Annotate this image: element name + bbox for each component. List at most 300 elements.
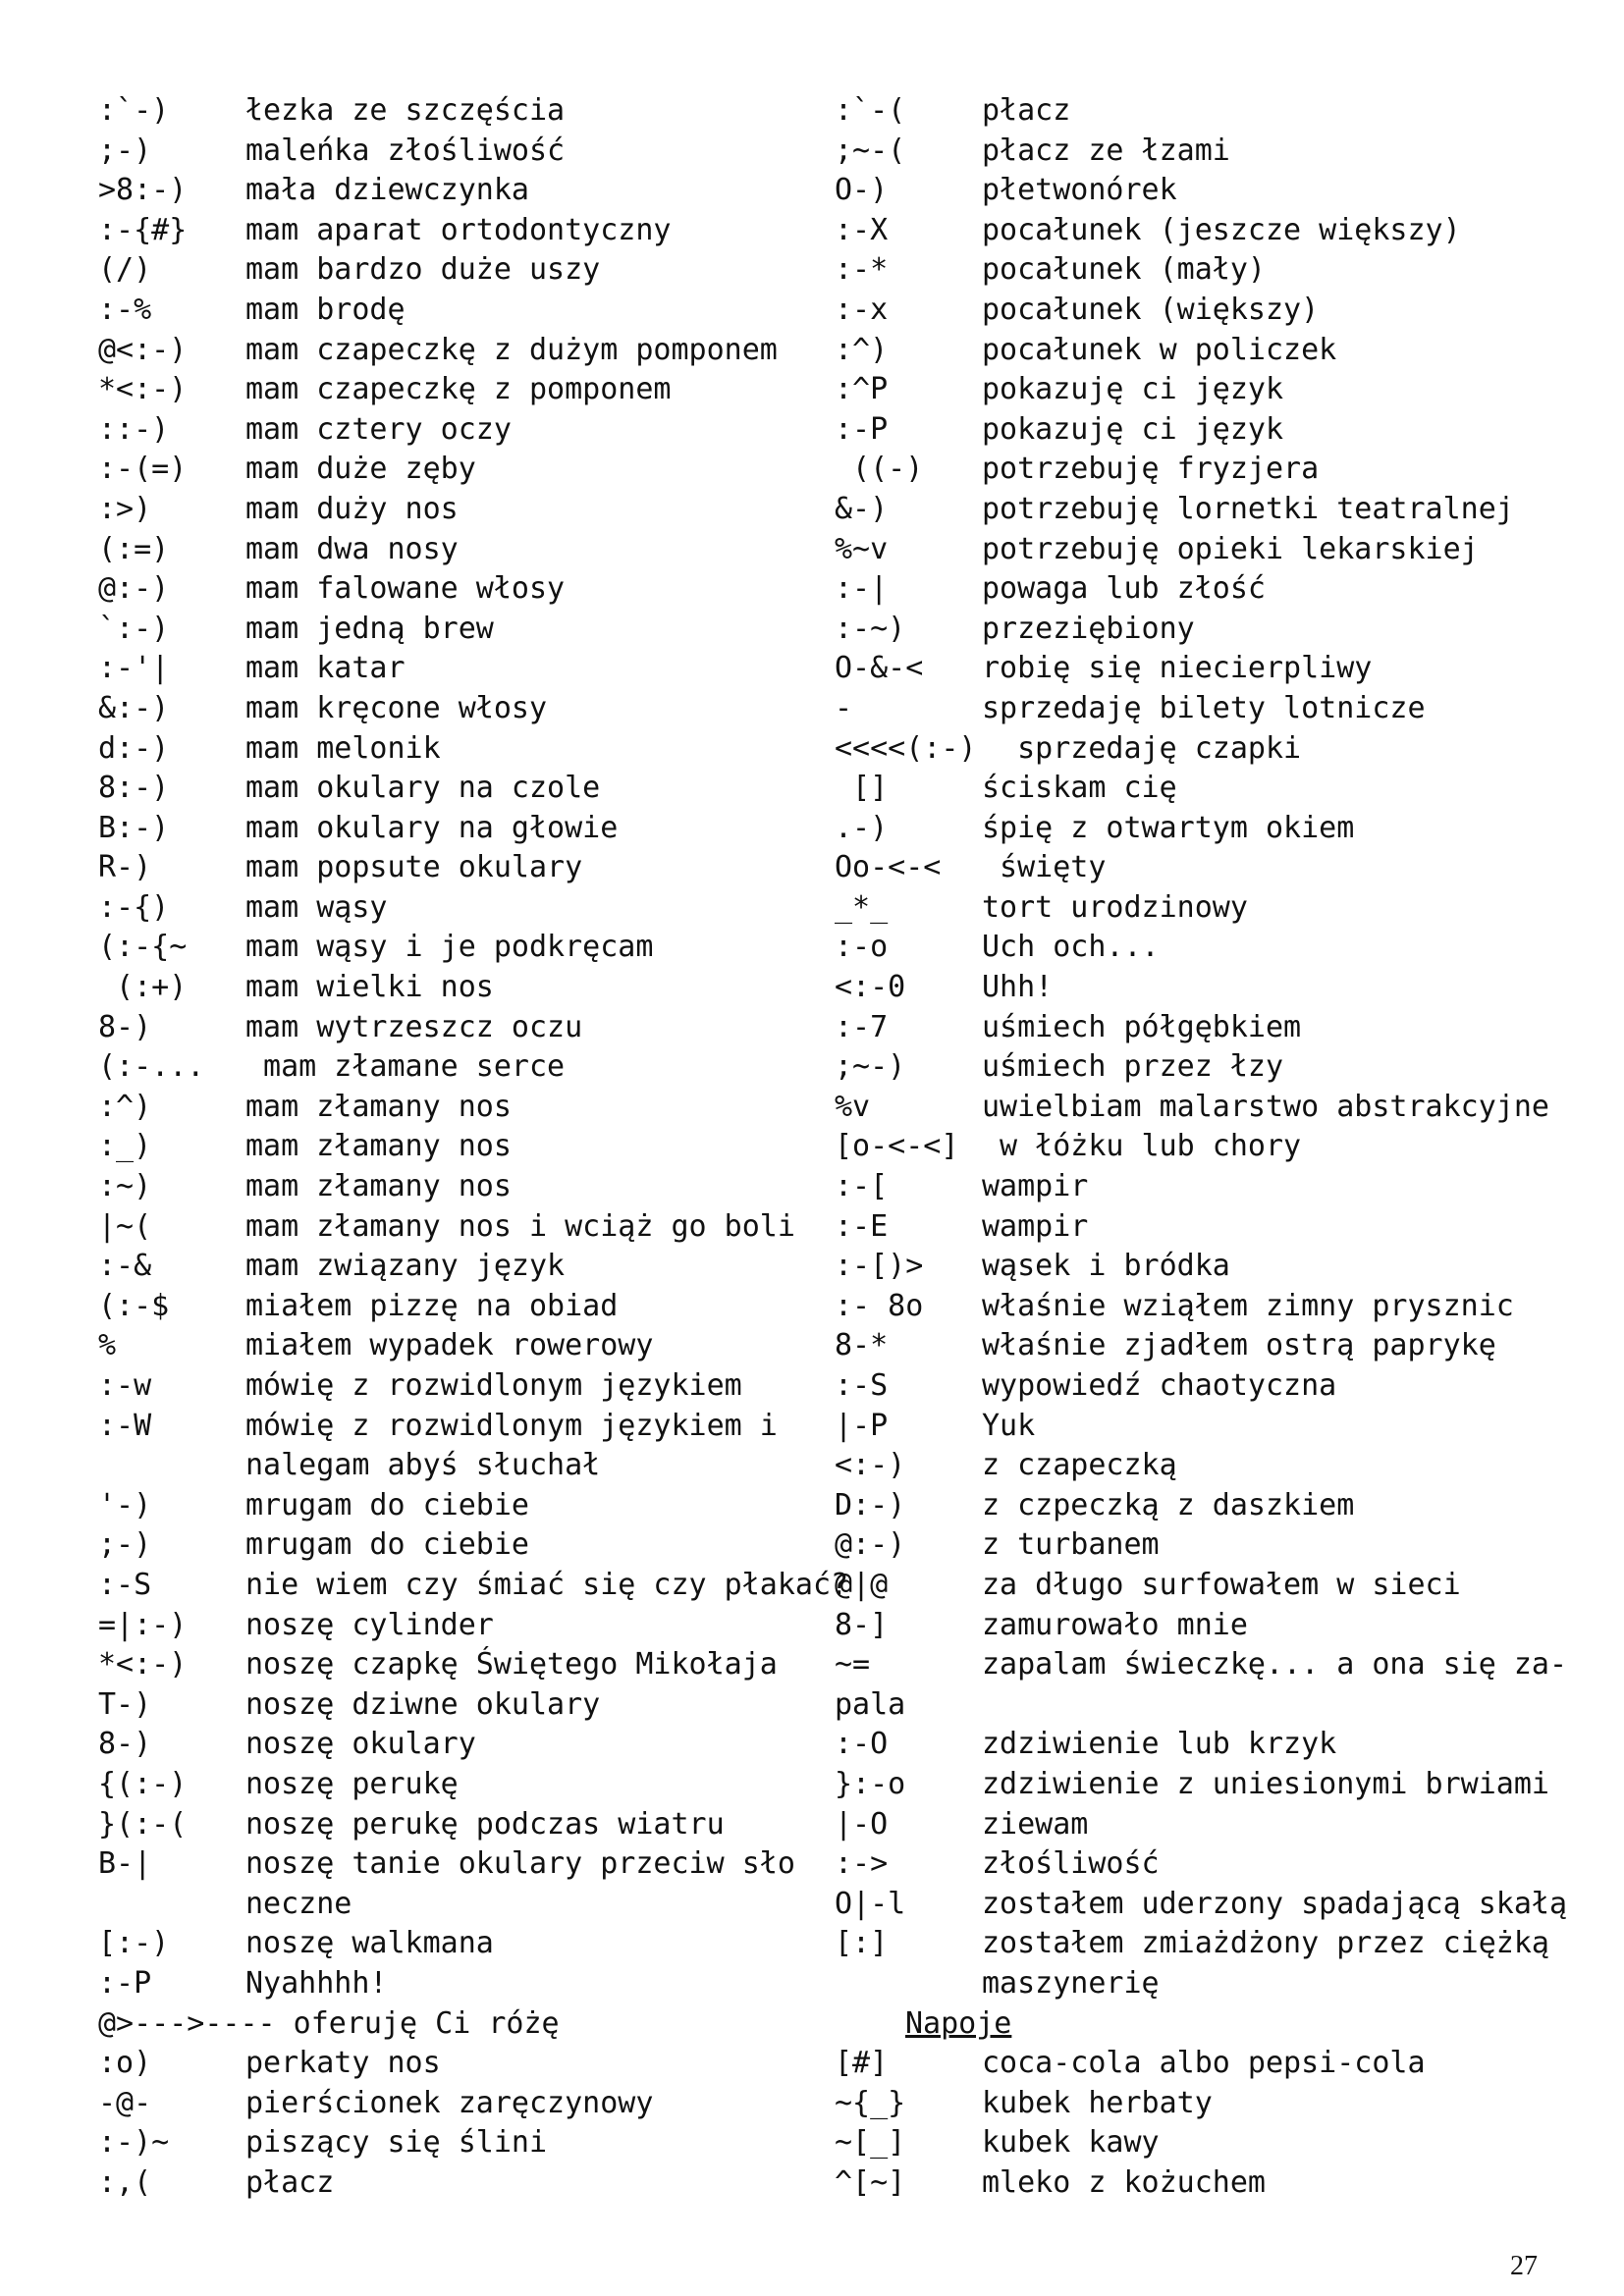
- emoticon-row: [835, 1725, 1542, 1765]
- emoticon-row: [835, 1207, 1542, 1248]
- emoticon-description: mam okulary na głowie: [245, 810, 619, 845]
- emoticon-symbol: O|-l: [835, 1886, 906, 1921]
- emoticon-description: pierścionek zaręczynowy: [245, 2085, 654, 2120]
- emoticon-row: [98, 729, 815, 770]
- emoticon-symbol: :-*: [835, 252, 889, 288]
- emoticon-description: mam wielki nos: [245, 970, 494, 1005]
- emoticon-row: [835, 1008, 1542, 1048]
- emoticon-symbol: d:-): [98, 730, 170, 766]
- emoticon-symbol: :^P: [835, 372, 889, 407]
- emoticon-symbol: :->: [835, 1846, 889, 1882]
- emoticon-description: pala: [835, 1686, 906, 1722]
- emoticon-symbol: ;~-(: [835, 133, 906, 168]
- emoticon-row: [98, 1765, 815, 1805]
- emoticon-description: właśnie wziąłem zimny prysznic: [982, 1288, 1514, 1323]
- emoticon-description: wampir: [982, 1169, 1089, 1204]
- emoticon-symbol: ((-): [835, 452, 924, 487]
- emoticon-symbol: :^): [835, 332, 889, 367]
- emoticon-description: noszę okulary: [245, 1727, 476, 1762]
- emoticon-symbol: @:-): [98, 571, 170, 607]
- emoticon-description: nie wiem czy śmiać się czy płakać?: [245, 1567, 849, 1602]
- emoticon-description: mam katar: [245, 651, 406, 686]
- emoticon-row: [835, 91, 1542, 132]
- emoticon-description: mówię z rozwidlonym językiem: [245, 1368, 742, 1403]
- emoticon-symbol: |-O: [835, 1806, 889, 1842]
- emoticon-description: mam czapeczkę z dużym pomponem: [245, 332, 778, 367]
- emoticon-description: mówię z rozwidlonym językiem i: [245, 1408, 778, 1443]
- emoticon-description: mrugam do ciebie: [245, 1527, 529, 1563]
- emoticon-symbol: *<:-): [98, 1647, 188, 1682]
- emoticon-description: święty: [982, 850, 1107, 885]
- emoticon-symbol: :-~): [835, 611, 906, 646]
- emoticon-symbol: O-): [835, 173, 889, 208]
- emoticon-symbol: ;-): [98, 1527, 152, 1563]
- emoticon-symbol: (:-{~: [98, 930, 188, 965]
- emoticon-symbol: B-|: [98, 1846, 152, 1882]
- emoticon-row: [98, 649, 815, 689]
- emoticon-description: @>--->---- oferuję Ci różę: [98, 2005, 560, 2041]
- emoticon-symbol: .-): [835, 810, 889, 845]
- emoticon-row: [98, 291, 815, 331]
- emoticon-symbol: :- 8o: [835, 1288, 924, 1323]
- emoticon-description: mam cztery oczy: [245, 411, 512, 447]
- emoticon-description: nalegam abyś słuchał: [245, 1448, 601, 1483]
- emoticon-symbol: ~[_]: [835, 2125, 906, 2161]
- emoticon-row: [835, 410, 1542, 451]
- emoticon-row: [835, 1247, 1542, 1287]
- emoticon-row: [835, 689, 1542, 729]
- emoticon-row: [98, 848, 815, 888]
- emoticon-row: [835, 490, 1542, 530]
- emoticon-row: [98, 530, 815, 570]
- emoticon-description: mam złamane serce: [245, 1049, 566, 1085]
- emoticon-row: [835, 1645, 1568, 1685]
- emoticon-description: potrzebuję fryzjera: [982, 452, 1320, 487]
- emoticon-description: płacz: [982, 93, 1071, 128]
- emoticon-description: noszę perukę: [245, 1766, 459, 1801]
- emoticon-symbol: ^[~]: [835, 2164, 906, 2200]
- emoticon-description: mam wytrzeszcz oczu: [245, 1009, 583, 1044]
- emoticon-symbol: 8:-): [98, 771, 170, 806]
- emoticon-symbol: (:-$: [98, 1288, 170, 1323]
- emoticon-description: pocałunek (większy): [982, 292, 1320, 327]
- emoticon-symbol: :_): [98, 1129, 152, 1164]
- emoticon-row: [835, 250, 1542, 291]
- emoticon-symbol: 8-): [98, 1009, 152, 1044]
- emoticon-symbol: -@-: [98, 2085, 152, 2120]
- emoticon-row: [835, 928, 1542, 968]
- emoticon-row: [98, 809, 815, 849]
- emoticon-symbol: :,(: [98, 2164, 152, 2200]
- emoticon-symbol: }(:-(: [98, 1806, 188, 1842]
- right-emoticon-column: [835, 91, 1568, 2203]
- emoticon-symbol: {(:-): [98, 1766, 188, 1801]
- emoticon-row: [835, 1885, 1568, 1925]
- emoticon-symbol: O-&-<: [835, 651, 924, 686]
- emoticon-description: mam wąsy: [245, 889, 388, 925]
- emoticon-row: [98, 769, 815, 809]
- emoticon-row: [98, 250, 815, 291]
- emoticon-symbol: :-7: [835, 1009, 889, 1044]
- emoticon-symbol: (:=): [98, 531, 170, 566]
- emoticon-description: neczne: [245, 1886, 352, 1921]
- emoticon-description: Nyahhhh!: [245, 1965, 388, 2001]
- emoticon-row: [835, 1924, 1549, 1964]
- emoticon-row: [98, 1287, 815, 1327]
- emoticon-description: mam kręcone włosy: [245, 690, 548, 725]
- emoticon-symbol: :-P: [98, 1965, 152, 2001]
- emoticon-symbol: ;-): [98, 133, 152, 168]
- emoticon-description: mam złamany nos: [245, 1089, 512, 1124]
- emoticon-description: noszę czapkę Świętego Mikołaja: [245, 1647, 778, 1682]
- emoticon-symbol: ;~-): [835, 1049, 906, 1085]
- section-heading: Napoje: [905, 2005, 1012, 2041]
- emoticon-description: mam brodę: [245, 292, 406, 327]
- emoticon-description: mam jedną brew: [245, 611, 494, 646]
- emoticon-description: przeziębiony: [982, 611, 1195, 646]
- emoticon-row: [98, 1525, 815, 1566]
- emoticon-description: uśmiech przez łzy: [982, 1049, 1284, 1085]
- emoticon-symbol: (/): [98, 252, 152, 288]
- emoticon-row: [98, 91, 815, 132]
- emoticon-row: [835, 2084, 1542, 2124]
- emoticon-description: zamurowało mnie: [982, 1607, 1248, 1642]
- emoticon-description: wypowiedź chaotyczna: [982, 1368, 1337, 1403]
- emoticon-symbol: 8-*: [835, 1328, 889, 1363]
- emoticon-symbol: [#]: [835, 2046, 889, 2081]
- emoticon-description: w łóżku lub chory: [982, 1129, 1302, 1164]
- emoticon-symbol: (:-...: [98, 1049, 205, 1085]
- emoticon-symbol: :o): [98, 2046, 152, 2081]
- emoticon-description: mam złamany nos: [245, 1129, 512, 1164]
- emoticon-description: noszę walkmana: [245, 1926, 494, 1961]
- emoticon-row: [98, 2004, 815, 2045]
- emoticon-description: pokazuję ci język: [982, 372, 1284, 407]
- emoticon-description: z czpeczką z daszkiem: [982, 1487, 1355, 1522]
- emoticon-symbol: :-O: [835, 1727, 889, 1762]
- emoticon-symbol: [:]: [835, 1926, 889, 1961]
- emoticon-description: mam falowane włosy: [245, 571, 566, 607]
- emoticon-symbol: |~(: [98, 1208, 152, 1244]
- emoticon-row: [835, 1407, 1542, 1447]
- emoticon-symbol: :-&: [98, 1249, 152, 1284]
- emoticon-row: [98, 1606, 815, 1646]
- emoticon-description: noszę cylinder: [245, 1607, 494, 1642]
- emoticon-description: ziewam: [982, 1806, 1089, 1842]
- emoticon-symbol: &-): [835, 491, 889, 526]
- emoticon-row: [835, 968, 1542, 1008]
- emoticon-row: [98, 968, 815, 1008]
- emoticon-description: mam okulary na czole: [245, 771, 601, 806]
- emoticon-row: [98, 490, 815, 530]
- emoticon-symbol: <<<<(:-): [835, 730, 977, 766]
- emoticon-description: mrugam do ciebie: [245, 1487, 529, 1522]
- emoticon-row: [835, 331, 1542, 371]
- emoticon-row: [835, 1127, 1542, 1167]
- emoticon-description: płacz: [245, 2164, 335, 2200]
- emoticon-row: [835, 211, 1542, 251]
- emoticon-symbol: :-S: [98, 1567, 152, 1602]
- emoticon-row: [98, 928, 815, 968]
- emoticon-symbol: :`-): [98, 93, 170, 128]
- emoticon-description: sprzedaję czapki: [982, 730, 1302, 766]
- emoticon-description: wąsek i bródka: [982, 1249, 1230, 1284]
- emoticon-description: mam wąsy i je podkręcam: [245, 930, 654, 965]
- emoticon-row: [835, 2163, 1542, 2204]
- emoticon-row: [835, 610, 1542, 650]
- emoticon-symbol: }:-o: [835, 1766, 906, 1801]
- emoticon-description: mam złamany nos i wciąż go boli: [245, 1208, 795, 1244]
- emoticon-symbol: '-): [98, 1487, 152, 1522]
- emoticon-row: [98, 1725, 815, 1765]
- emoticon-symbol: :-[)>: [835, 1249, 924, 1284]
- emoticon-description: Yuk: [982, 1408, 1036, 1443]
- emoticon-row: [835, 2004, 1542, 2045]
- emoticon-row: [835, 1326, 1542, 1366]
- emoticon-row: [835, 1525, 1542, 1566]
- emoticon-symbol: :-)~: [98, 2125, 170, 2161]
- emoticon-description: zdziwienie z uniesionymi brwiami: [982, 1766, 1549, 1801]
- emoticon-symbol: @<:-): [98, 332, 188, 367]
- emoticon-symbol: ::-): [98, 411, 170, 447]
- emoticon-row: [98, 2123, 815, 2163]
- emoticon-symbol: |-P: [835, 1408, 889, 1443]
- emoticon-symbol: >8:-): [98, 173, 188, 208]
- emoticon-row: [835, 1606, 1542, 1646]
- emoticon-description: mam dwa nosy: [245, 531, 459, 566]
- emoticon-row: [98, 1088, 815, 1128]
- emoticon-symbol: =|:-): [98, 1607, 188, 1642]
- emoticon-row: [98, 370, 815, 410]
- emoticon-row: [98, 1805, 815, 1845]
- emoticon-symbol: R-): [98, 850, 152, 885]
- emoticon-description: zostałem zmiażdżony przez ciężką: [982, 1926, 1549, 1961]
- emoticon-symbol: :-%: [98, 292, 152, 327]
- emoticon-row: [98, 1207, 815, 1248]
- emoticon-description: coca-cola albo pepsi-cola: [982, 2046, 1426, 2081]
- emoticon-symbol: _*_: [835, 889, 889, 925]
- emoticon-symbol: *<:-): [98, 372, 188, 407]
- emoticon-description: mam czapeczkę z pomponem: [245, 372, 672, 407]
- emoticon-symbol: [:-): [98, 1926, 170, 1961]
- emoticon-symbol: %v: [835, 1089, 871, 1124]
- emoticon-symbol: :-'|: [98, 651, 170, 686]
- emoticon-row: [98, 211, 815, 251]
- emoticon-description: za długo surfowałem w sieci: [982, 1567, 1461, 1602]
- emoticon-symbol: T-): [98, 1686, 152, 1722]
- emoticon-symbol: (:+): [98, 970, 188, 1005]
- emoticon-description: wampir: [982, 1208, 1089, 1244]
- emoticon-description: mam bardzo duże uszy: [245, 252, 601, 288]
- emoticon-symbol: 8-]: [835, 1607, 889, 1642]
- emoticon-description: kubek herbaty: [982, 2085, 1213, 2120]
- emoticon-row: [835, 1366, 1542, 1407]
- emoticon-description: mam popsute okulary: [245, 850, 583, 885]
- emoticon-description: zostałem uderzony spadającą skałą: [982, 1886, 1568, 1921]
- emoticon-symbol: :>): [98, 491, 152, 526]
- emoticon-row: [835, 569, 1542, 610]
- emoticon-description: piszący się ślini: [245, 2125, 548, 2161]
- emoticon-description: perkaty nos: [245, 2046, 441, 2081]
- emoticon-description: mam związany język: [245, 1249, 566, 1284]
- emoticon-description: uwielbiam malarstwo abstrakcyjne: [982, 1089, 1549, 1124]
- emoticon-symbol: :-W: [98, 1408, 152, 1443]
- emoticon-row: [835, 1964, 1542, 2004]
- emoticon-symbol: :^): [98, 1089, 152, 1124]
- emoticon-symbol: &:-): [98, 690, 170, 725]
- emoticon-description: pocałunek (jeszcze większy): [982, 212, 1461, 247]
- emoticon-description: ściskam cię: [982, 771, 1177, 806]
- emoticon-row: [98, 1645, 815, 1685]
- emoticon-symbol: :-x: [835, 292, 889, 327]
- emoticon-description: Uch och...: [982, 930, 1160, 965]
- emoticon-row: [835, 1685, 1542, 1726]
- emoticon-description: mam złamany nos: [245, 1169, 512, 1204]
- emoticon-row: [98, 410, 815, 451]
- emoticon-description: płacz ze łzami: [982, 133, 1230, 168]
- emoticon-description: miałem pizzę na obiad: [245, 1288, 619, 1323]
- emoticon-description: tort urodzinowy: [982, 889, 1248, 925]
- emoticon-row: [835, 530, 1542, 570]
- emoticon-symbol: <:-): [835, 1448, 906, 1483]
- emoticon-symbol: :-o: [835, 930, 889, 965]
- emoticon-description: potrzebuję opieki lekarskiej: [982, 531, 1479, 566]
- emoticon-row: [98, 1924, 815, 1964]
- emoticon-description: noszę tanie okulary przeciw sło: [245, 1846, 795, 1882]
- emoticon-symbol: Oo-<-<: [835, 850, 942, 885]
- emoticon-description: pocałunek (mały): [982, 252, 1266, 288]
- emoticon-row: [98, 1247, 815, 1287]
- emoticon-row: [98, 1047, 815, 1088]
- emoticon-symbol: @:-): [835, 1527, 906, 1563]
- emoticon-row: [98, 331, 815, 371]
- emoticon-symbol: :~): [98, 1169, 152, 1204]
- emoticon-row: [98, 610, 815, 650]
- emoticon-row: [835, 848, 1542, 888]
- emoticon-description: złośliwość: [982, 1846, 1160, 1882]
- emoticon-row: [98, 450, 815, 490]
- emoticon-description: uśmiech półgębkiem: [982, 1009, 1302, 1044]
- emoticon-description: mam duże zęby: [245, 452, 476, 487]
- emoticon-description: z turbanem: [982, 1527, 1160, 1563]
- emoticon-symbol: 8-): [98, 1727, 152, 1762]
- emoticon-symbol: :-(=): [98, 452, 188, 487]
- emoticon-row: [835, 370, 1542, 410]
- emoticon-symbol: %: [98, 1328, 117, 1363]
- emoticon-symbol: []: [835, 771, 889, 806]
- page-number: 27: [1510, 2251, 1538, 2281]
- emoticon-symbol: :`-(: [835, 93, 906, 128]
- emoticon-symbol: :-{): [98, 889, 170, 925]
- emoticon-row: [98, 689, 815, 729]
- emoticon-row: [835, 2123, 1542, 2163]
- emoticon-description: potrzebuję lornetki teatralnej: [982, 491, 1514, 526]
- emoticon-row: [835, 888, 1542, 929]
- emoticon-row: [835, 1167, 1542, 1207]
- emoticon-description: właśnie zjadłem ostrą paprykę: [982, 1328, 1496, 1363]
- emoticon-row: [835, 1486, 1542, 1526]
- emoticon-row: [98, 1167, 815, 1207]
- emoticon-row: [835, 1047, 1542, 1088]
- emoticon-description: pocałunek w policzek: [982, 332, 1337, 367]
- emoticon-description: robię się niecierpliwy: [982, 651, 1373, 686]
- emoticon-symbol: `:-): [98, 611, 170, 646]
- emoticon-row: [835, 1088, 1549, 1128]
- emoticon-description: mam melonik: [245, 730, 441, 766]
- emoticon-row: [98, 1008, 815, 1048]
- emoticon-row: [835, 1765, 1549, 1805]
- emoticon-description: łezka ze szczęścia: [245, 93, 566, 128]
- emoticon-row: [835, 291, 1542, 331]
- emoticon-description: z czapeczką: [982, 1448, 1177, 1483]
- emoticon-symbol: <:-0: [835, 970, 906, 1005]
- emoticon-row: [98, 1326, 815, 1366]
- emoticon-symbol: :-|: [835, 571, 889, 607]
- emoticon-row: [835, 649, 1542, 689]
- emoticon-description: mam duży nos: [245, 491, 459, 526]
- emoticon-symbol: :-E: [835, 1208, 889, 1244]
- emoticon-symbol: @|@: [835, 1567, 889, 1602]
- emoticon-row: [98, 1844, 815, 1885]
- emoticon-description: pokazuję ci język: [982, 411, 1284, 447]
- emoticon-description: płetwonórek: [982, 173, 1177, 208]
- emoticon-symbol: ~{_}: [835, 2085, 906, 2120]
- emoticon-row: [98, 1446, 815, 1486]
- emoticon-row: [835, 1566, 1542, 1606]
- emoticon-row: [835, 2044, 1542, 2084]
- emoticon-row: [835, 729, 1542, 770]
- emoticon-symbol: B:-): [98, 810, 170, 845]
- emoticon-row: [98, 569, 815, 610]
- emoticon-row: [98, 1486, 815, 1526]
- emoticon-symbol: ~=: [835, 1647, 871, 1682]
- emoticon-symbol: %~v: [835, 531, 889, 566]
- emoticon-description: noszę dziwne okulary: [245, 1686, 601, 1722]
- emoticon-symbol: :-w: [98, 1368, 152, 1403]
- emoticon-description: mam aparat ortodontyczny: [245, 212, 672, 247]
- emoticon-description: maszynerię: [982, 1965, 1160, 2001]
- emoticon-symbol: :-{#}: [98, 212, 188, 247]
- emoticon-symbol: D:-): [835, 1487, 906, 1522]
- emoticon-row: [835, 132, 1542, 172]
- emoticon-row: [835, 1446, 1542, 1486]
- emoticon-row: [98, 888, 815, 929]
- emoticon-symbol: :-[: [835, 1169, 889, 1204]
- emoticon-row: [835, 1287, 1542, 1327]
- emoticon-row: [98, 1407, 815, 1447]
- emoticon-description: maleńka złośliwość: [245, 133, 566, 168]
- emoticon-row: [98, 171, 815, 211]
- emoticon-description: noszę perukę podczas wiatru: [245, 1806, 725, 1842]
- emoticon-symbol: [o-<-<]: [835, 1129, 959, 1164]
- emoticon-symbol: :-X: [835, 212, 889, 247]
- emoticon-description: miałem wypadek rowerowy: [245, 1328, 654, 1363]
- emoticon-description: śpię z otwartym okiem: [982, 810, 1355, 845]
- emoticon-row: [835, 769, 1542, 809]
- emoticon-row: [98, 1366, 815, 1407]
- emoticon-row: [98, 2044, 815, 2084]
- emoticon-description: powaga lub złość: [982, 571, 1266, 607]
- emoticon-description: zapalam świeczkę... a ona się za-: [982, 1647, 1568, 1682]
- emoticon-row: [98, 1885, 815, 1925]
- emoticon-row: [98, 1127, 815, 1167]
- emoticon-symbol: :-S: [835, 1368, 889, 1403]
- emoticon-description: zdziwienie lub krzyk: [982, 1727, 1337, 1762]
- emoticon-row: [835, 171, 1542, 211]
- emoticon-description: mleko z kożuchem: [982, 2164, 1266, 2200]
- emoticon-row: [98, 132, 815, 172]
- left-emoticon-column: [98, 91, 849, 2203]
